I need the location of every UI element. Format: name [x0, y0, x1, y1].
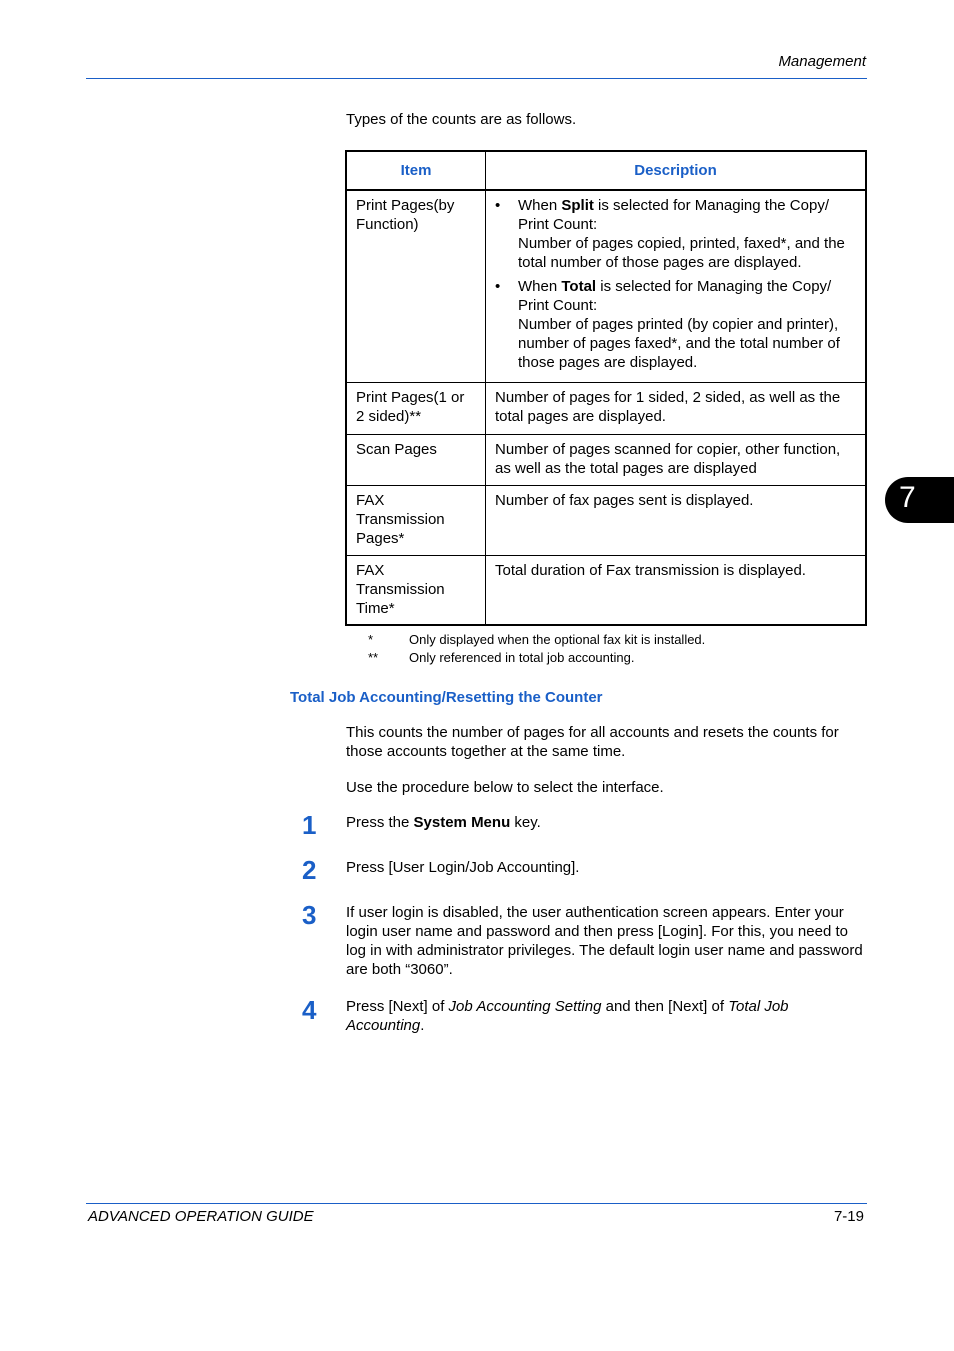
- step-text: Press [User Login/Job Accounting].: [346, 859, 580, 876]
- bullet-text: When: [518, 197, 562, 214]
- row-item: Print Pages(1 or 2 sided)**: [346, 382, 486, 434]
- row-item: Print Pages(by Function): [346, 190, 486, 382]
- header-rule: [86, 78, 867, 79]
- bullet-icon: •: [495, 278, 501, 295]
- bullet-body: Number of pages copied, printed, faxed*, and the total number of those pages are displayed.: [518, 235, 845, 271]
- footer-guide-title: ADVANCED OPERATION GUIDE: [88, 1208, 314, 1225]
- step-number: 3: [302, 900, 317, 930]
- bullet-text: Print Count:: [518, 216, 598, 233]
- header-item: Item: [346, 151, 486, 190]
- step-number: 1: [302, 810, 317, 840]
- step-text-part: and then [Next] of: [601, 998, 729, 1015]
- table-row: [346, 485, 866, 555]
- chapter-tab: [885, 477, 954, 523]
- table-row: [346, 382, 866, 434]
- step-number: 2: [302, 855, 317, 885]
- running-header: Management: [778, 53, 866, 70]
- step-text: [346, 997, 866, 1035]
- bullet-text: is selected for Managing the Copy/: [596, 278, 832, 295]
- bullet-text: When: [518, 278, 562, 295]
- row-item: FAX Transmission Pages*: [346, 485, 486, 555]
- header-description: Description: [486, 151, 867, 190]
- list-item: [495, 196, 856, 272]
- table-header-row: [346, 151, 866, 190]
- section-heading: Total Job Accounting/Resetting the Counter: [290, 689, 603, 706]
- row-item: Scan Pages: [346, 434, 486, 485]
- footnote: [368, 649, 705, 667]
- table-row: [346, 434, 866, 485]
- footer-page-number: 7-19: [833, 1208, 864, 1225]
- row-item: FAX Transmission Time*: [346, 555, 486, 625]
- step-text-part: .: [420, 1017, 425, 1034]
- footnote-mark: *: [368, 632, 374, 647]
- footer-rule: [86, 1203, 867, 1204]
- step-key-name: System Menu: [413, 814, 511, 831]
- chapter-number: 7: [899, 481, 916, 514]
- table-row: [346, 555, 866, 625]
- row-description: Number of pages scanned for copier, other function, as well as the total pages are displayed: [486, 434, 867, 485]
- step-text-part: Press [Next] of: [346, 998, 449, 1015]
- footnote-text: Only displayed when the optional fax kit is installed.: [409, 632, 706, 647]
- bullet-body: Number of pages printed (by copier and printer), number of pages faxed*, and the total number of those pages are displayed.: [518, 316, 840, 371]
- bullet-icon: •: [495, 197, 501, 214]
- footnotes: [368, 631, 705, 667]
- intro-text: Types of the counts are as follows.: [346, 111, 577, 128]
- row-description: Number of fax pages sent is displayed.: [486, 485, 867, 555]
- section-paragraph: Use the procedure below to select the interface.: [346, 779, 664, 796]
- step-text-part: key.: [510, 814, 541, 831]
- footnote-mark: **: [368, 650, 379, 665]
- footnote-text: Only referenced in total job accounting.: [409, 650, 635, 665]
- bullet-text: Print Count:: [518, 297, 598, 314]
- section-paragraph: This counts the number of pages for all accounts and resets the counts for those accounts together at the same time.: [346, 724, 839, 760]
- counts-table: [345, 150, 867, 626]
- step-text-part: Press the: [346, 814, 414, 831]
- step-text: [346, 813, 866, 832]
- step-setting-name: Job Accounting Setting: [448, 998, 602, 1015]
- bullet-bold: Split: [561, 197, 594, 214]
- bullet-text: is selected for Managing the Copy/: [593, 197, 829, 214]
- row-description: [486, 190, 867, 382]
- step-setting-name: Total Job Accounting: [346, 998, 789, 1034]
- list-item: [495, 277, 856, 372]
- row-description: Total duration of Fax transmission is displayed.: [486, 555, 867, 625]
- step-number: 4: [302, 995, 317, 1025]
- step-text: If user login is disabled, the user authentication screen appears. Enter your login user name and password and then press [Login]. For this, you need to log in with administrator privileges. The default login user name and password are both “3060”.: [346, 904, 863, 978]
- table-row: [346, 190, 866, 382]
- row-description: Number of pages for 1 sided, 2 sided, as well as the total pages are displayed.: [486, 382, 867, 434]
- bullet-bold: Total: [561, 278, 597, 295]
- footnote: [368, 631, 705, 649]
- bullet-list: [495, 196, 856, 372]
